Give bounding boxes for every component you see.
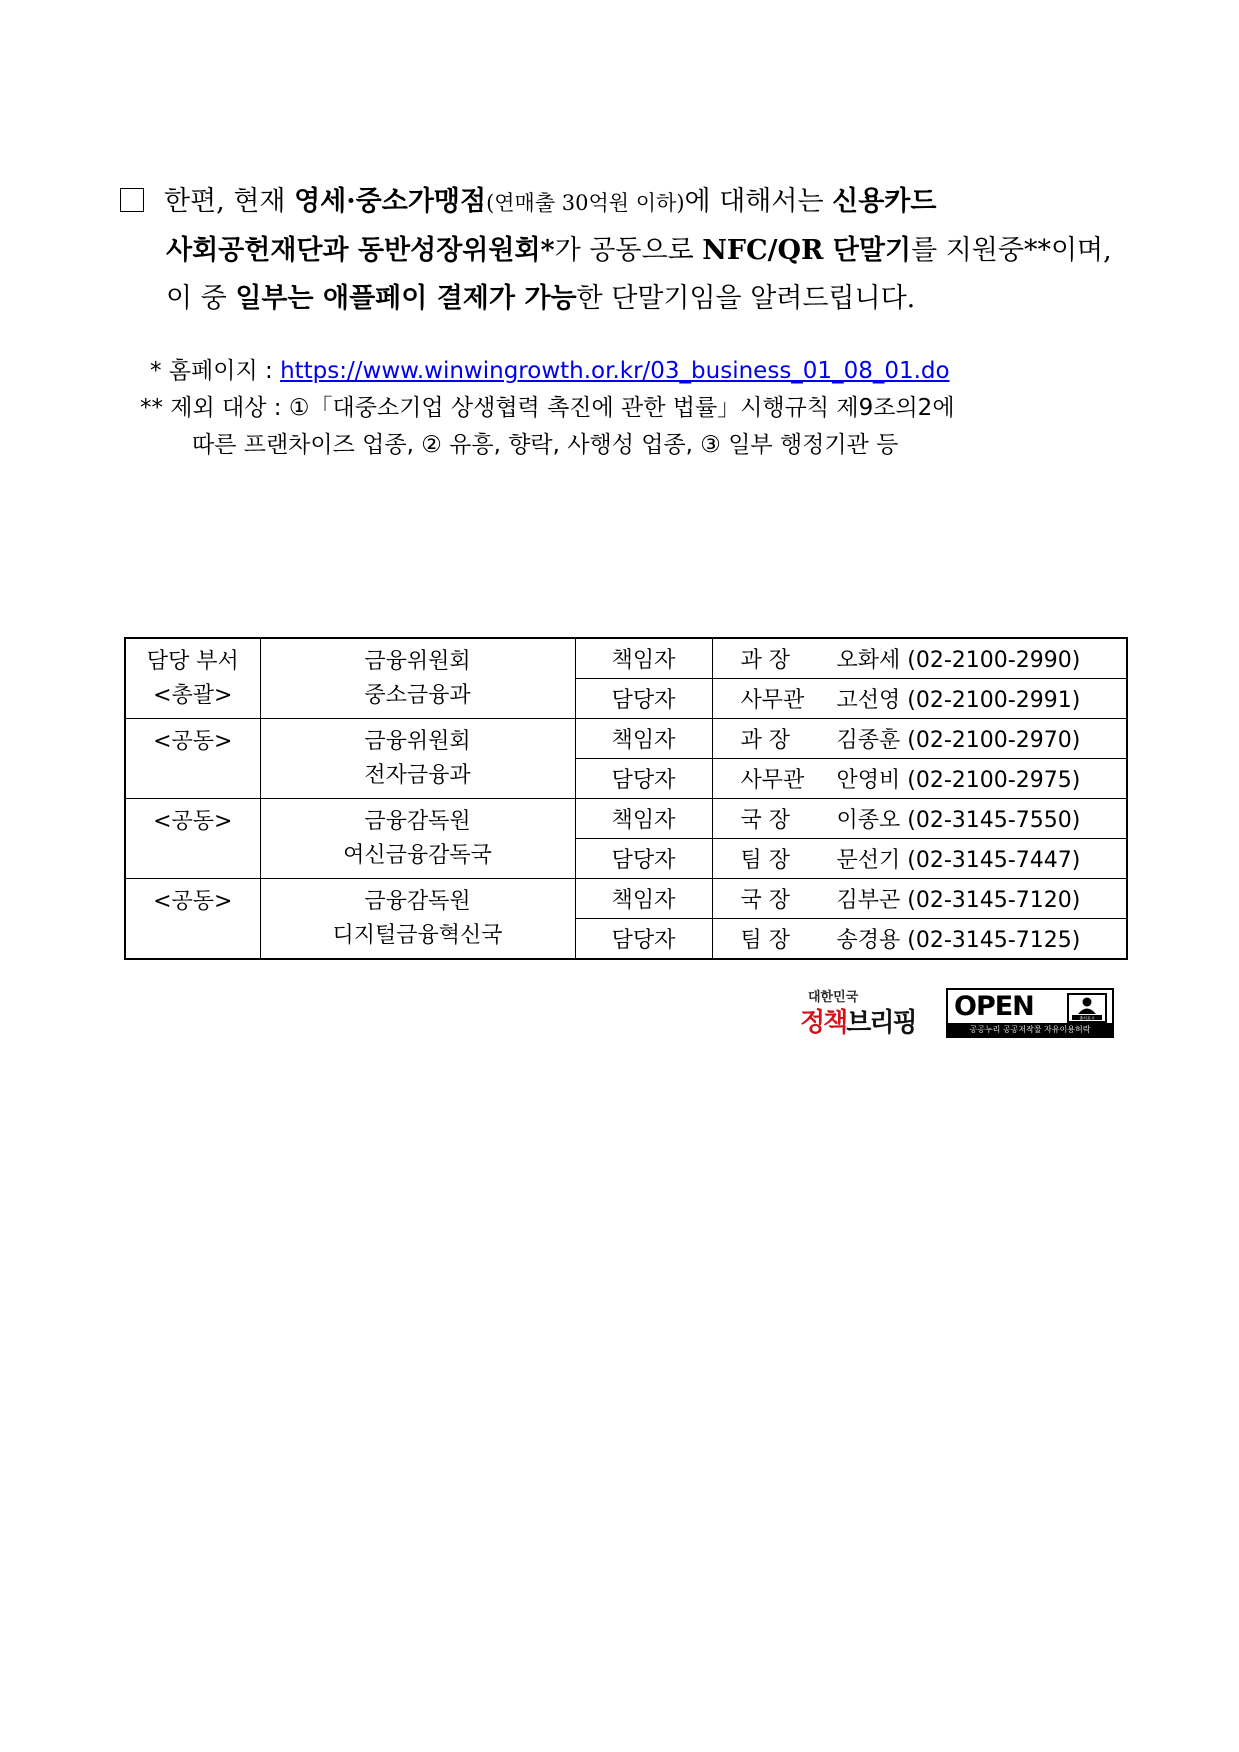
org-cell: 금융감독원 디지털금융혁신국	[260, 879, 575, 960]
person-cell: 국 장 이종오 (02-3145-7550)	[712, 799, 1127, 839]
person-cell: 과 장 김종훈 (02-2100-2970)	[712, 719, 1127, 759]
dept-group-cell: <공동>	[125, 879, 260, 960]
exclusion-note-line-2: 따른 프랜차이즈 업종, ② 유흥, 향락, 사행성 업종, ③ 일부 행정기관 등	[192, 432, 899, 458]
person-type-cell: 담당자	[575, 919, 712, 960]
person-type-cell: 담당자	[575, 679, 712, 719]
kogl-open-license-logo: OPEN 출처표시 공공누리 공공저작물 자유이용허락	[946, 988, 1114, 1038]
person-cell: 사무관 고선영 (02-2100-2991)	[712, 679, 1127, 719]
person-cell: 팀 장 송경용 (02-3145-7125)	[712, 919, 1127, 960]
person-type-cell: 책임자	[575, 638, 712, 679]
homepage-note: * 홈페이지 : https://www.winwingrowth.or.kr/03_business_01_08_01.do	[150, 358, 950, 384]
footer-logos	[800, 986, 1115, 1041]
dept-group-cell: <공동>	[125, 799, 260, 879]
exclusion-note-line-1: ** 제외 대상 : ①「대중소기업 상생협력 촉진에 관한 법률」시행규칙 제9조의2에	[140, 395, 955, 421]
person-cell: 과 장 오화세 (02-2100-2990)	[712, 638, 1127, 679]
person-cell: 국 장 김부곤 (02-3145-7120)	[712, 879, 1127, 919]
person-type-cell: 담당자	[575, 759, 712, 799]
person-cell: 팀 장 문선기 (02-3145-7447)	[712, 839, 1127, 879]
contact-table	[124, 637, 1128, 960]
org-cell: 금융위원회 전자금융과	[260, 719, 575, 799]
org-cell: 금융감독원 여신금융감독국	[260, 799, 575, 879]
attribution-person-icon	[1067, 993, 1107, 1023]
table-row	[125, 799, 1127, 839]
table-row	[125, 638, 1127, 679]
checkbox-bullet-icon	[120, 188, 144, 212]
policy-briefing-logo: 대한민국 정책브리핑	[800, 990, 916, 1038]
paragraph-line-1: 한편, 현재 영세·중소가맹점(연매출 30억원 이하)에 대해서는 신용카드	[120, 178, 1130, 227]
table-row	[125, 879, 1127, 919]
org-cell: 금융위원회 중소금융과	[260, 638, 575, 719]
person-type-cell: 책임자	[575, 719, 712, 759]
person-cell: 사무관 안영비 (02-2100-2975)	[712, 759, 1127, 799]
homepage-link[interactable]: https://www.winwingrowth.or.kr/03_business_01_08_01.do	[280, 358, 950, 384]
dept-group-cell: 담당 부서 <총괄>	[125, 638, 260, 719]
table-row	[125, 719, 1127, 759]
person-type-cell: 책임자	[575, 799, 712, 839]
paragraph-line-2: 사회공헌재단과 동반성장위원회*가 공동으로 NFC/QR 단말기를 지원중**이며,	[166, 235, 1112, 266]
dept-group-cell: <공동>	[125, 719, 260, 799]
main-paragraph	[120, 178, 1130, 323]
svg-text:출처표시: 출처표시	[1079, 1015, 1095, 1021]
paragraph-line-3: 이 중 일부는 애플페이 결제가 가능한 단말기임을 알려드립니다.	[166, 283, 916, 314]
person-type-cell: 담당자	[575, 839, 712, 879]
footnotes	[140, 353, 1130, 464]
person-type-cell: 책임자	[575, 879, 712, 919]
